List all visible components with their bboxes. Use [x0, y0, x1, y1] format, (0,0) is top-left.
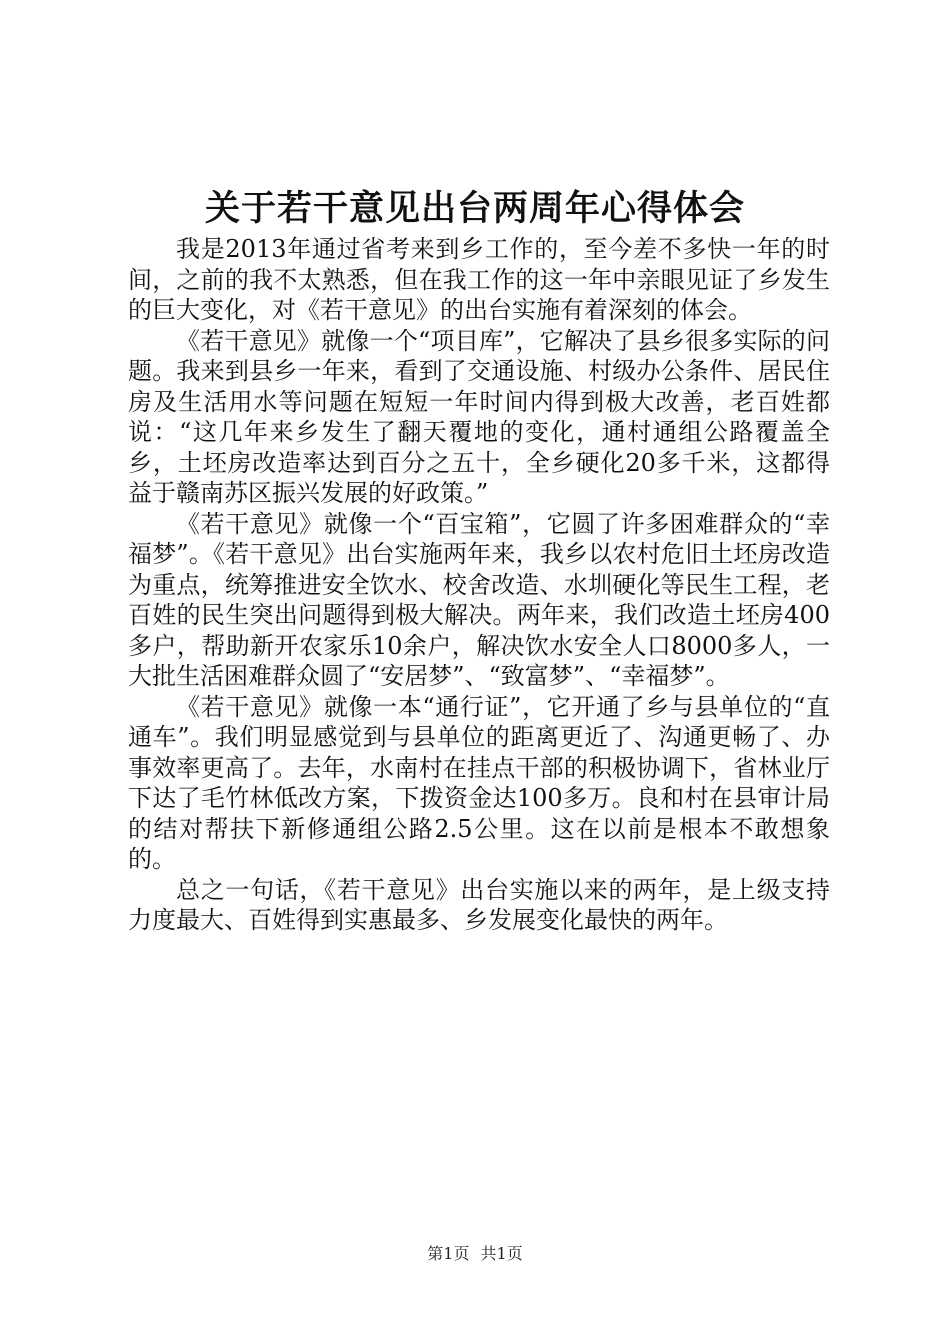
- document-body: [128, 234, 830, 936]
- document-title: 关于若干意见出台两周年心得体会: [204, 189, 745, 229]
- page-total: 共1页: [480, 1244, 523, 1263]
- paragraph-project-library: 《若干意见》就像一个“项目库”，它解决了县乡很多实际的问题。我来到县乡一年来，看到了交通设施、村级办公条件、居民住房及生活用水等问题在短短一年时间内得到极大改善，老百姓都说：“这几年来乡发生了翻天覆地的变化，通村通组公路覆盖全乡，土坯房改造率达到百分之五十，全乡硬化20多千米，这都得益于赣南苏区振兴发展的好政策。”: [128, 326, 830, 507]
- page-footer: [0, 1243, 950, 1265]
- paragraph-treasure-box: 《若干意见》就像一个“百宝箱”，它圆了许多困难群众的“幸福梦”。《若干意见》出台实施两年来，我乡以农村危旧土坯房改造为重点，统筹推进安全饮水、校舍改造、水圳硬化等民生工程，老百姓的民生突出问题得到极大解决。两年来，我们改造土坯房400多户，帮助新开农家乐10余户，解决饮水安全人口8000多人，一大批生活困难群众圆了“安居梦”、“致富梦”、“幸福梦”。: [128, 509, 830, 690]
- paragraph-pass: 《若干意见》就像一本“通行证”，它开通了乡与县单位的“直通车”。我们明显感觉到与县单位的距离更近了、沟通更畅了、办事效率更高了。去年，水南村在挂点干部的积极协调下，省林业厅下达了毛竹林低改方案，下拨资金达100多万。良和村在县审计局的结对帮扶下新修通组公路2.5公里。这在以前是根本不敢想象的。: [128, 692, 830, 873]
- paragraph-conclusion: 总之一句话，《若干意见》出台实施以来的两年，是上级支持力度最大、百姓得到实惠最多、乡发展变化最快的两年。: [128, 875, 830, 934]
- paragraph-intro: 我是2013年通过省考来到乡工作的，至今差不多快一年的时间，之前的我不太熟悉，但在我工作的这一年中亲眼见证了乡发生的巨大变化，对《若干意见》的出台实施有着深刻的体会。: [128, 235, 830, 324]
- page-number: 第1页: [427, 1244, 470, 1263]
